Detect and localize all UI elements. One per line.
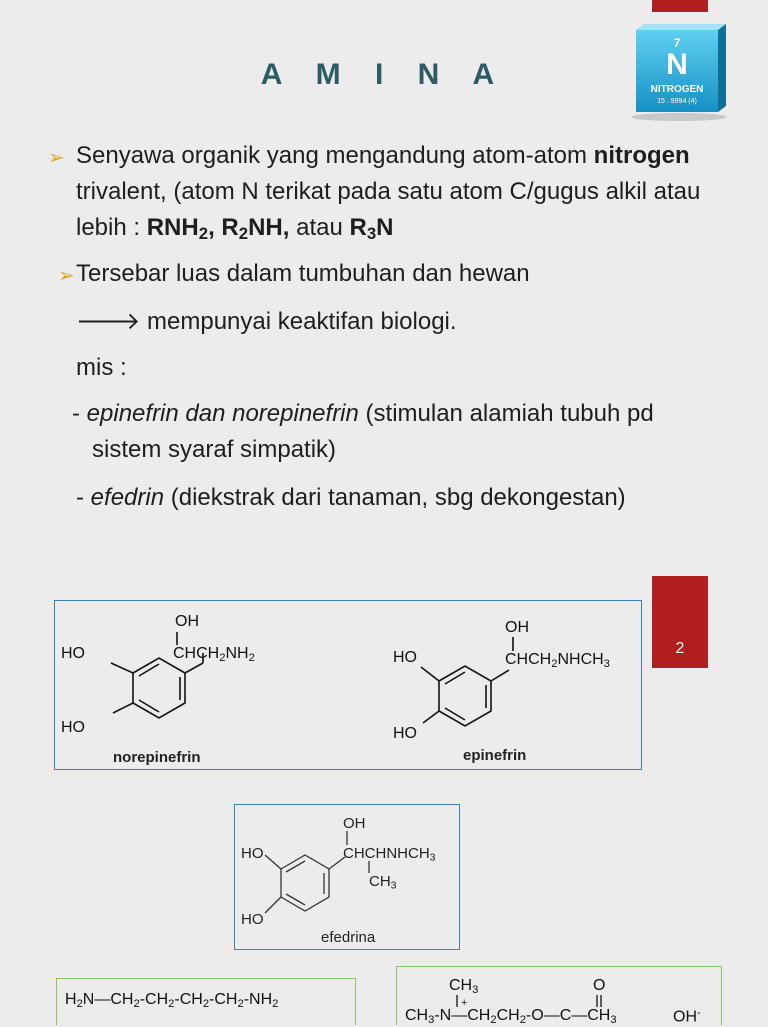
- acetylcholine-top-o: O: [593, 977, 606, 994]
- acetylcholine-top-ch3: $CH_3$: [449, 977, 479, 996]
- norepinefrin-oh-top: OH: [175, 613, 199, 630]
- epinefrin-oh-top: OH: [505, 619, 529, 636]
- element-name: NITROGEN: [650, 84, 704, 95]
- efedrina-label: efedrina: [321, 929, 376, 946]
- bullet-1: [76, 138, 746, 252]
- bullet-1-line2: trivalent, (atom N terikat pada satu atom C/gugus alkil atau: [76, 178, 701, 205]
- efedrina-ho-1: HO: [241, 845, 264, 862]
- page-number-tab: [652, 576, 708, 668]
- element-number: 7: [673, 36, 681, 50]
- structures-box-1: [54, 600, 642, 770]
- acetylcholine-chain: $CH_3-N—CH_2CH_2-O—C—CH_3$: [405, 1007, 617, 1026]
- structures-box-2: [234, 804, 460, 950]
- nitrogen-element-image: [622, 20, 736, 122]
- slide-title: A M I N A: [260, 58, 508, 91]
- example-1: - epinefrin dan norepinefrin (stimulan alamiah tubuh pd: [72, 400, 654, 427]
- bullet-2-line2: 🡒 mempunyai keaktifan biologi.: [76, 308, 457, 335]
- bullet-1-text: Senyawa organik yang mengandung atom-atom: [76, 142, 594, 169]
- benzene-rings-svg: [55, 601, 641, 769]
- efedrina-ho-2: HO: [241, 911, 264, 928]
- element-symbol: N: [666, 48, 688, 81]
- epinefrin-ho-1: HO: [393, 649, 417, 666]
- norepinefrin-label: norepinefrin: [113, 749, 201, 766]
- efedrina-chain: $CHCHNHCH_3$: [343, 845, 436, 864]
- example-1-line2: sistem syaraf simpatik): [92, 436, 337, 463]
- top-red-tab: [652, 0, 708, 12]
- right-arrow-icon: 🡒: [76, 308, 141, 335]
- epinefrin-label: epinefrin: [463, 747, 527, 764]
- bullet-1-bold: nitrogen: [593, 142, 690, 169]
- bullet-1-line3: lebih : $RNH_2$, $R_2NH$, atau $R_3N$: [76, 214, 394, 244]
- structures-box-4: [396, 966, 722, 1025]
- norepinefrin-chain: $CHCH_2NH_2$: [173, 645, 255, 664]
- norepinefrin-ho-1: HO: [61, 645, 85, 662]
- bullet-arrow-icon: ➢: [48, 147, 65, 169]
- norepinefrin-ho-2: HO: [61, 719, 85, 736]
- acetylcholine-plus: +: [461, 997, 468, 1009]
- mis-label: mis :: [76, 354, 127, 381]
- bullet-2: Tersebar luas dalam tumbuhan dan hewan: [76, 260, 530, 287]
- putrescine-formula: $H_2N—CH_2-CH_2-CH_2-CH_2-NH_2$: [65, 991, 279, 1010]
- acetylcholine-oh: OH-: [673, 1007, 701, 1026]
- epinefrin-ho-2: HO: [393, 725, 417, 742]
- element-mass: 15 . 9994 (4): [657, 98, 697, 105]
- structures-box-3: [56, 978, 356, 1025]
- epinefrin-chain: $CHCH_2NHCH_3$: [505, 651, 610, 670]
- efedrina-oh-top: OH: [343, 815, 366, 832]
- efedrina-ch3: $CH_3$: [369, 873, 397, 892]
- page-number: 2: [675, 640, 685, 657]
- bullet-arrow-icon: ➢: [58, 265, 75, 287]
- example-2: - efedrin (diekstrak dari tanaman, sbg dekongestan): [76, 484, 626, 511]
